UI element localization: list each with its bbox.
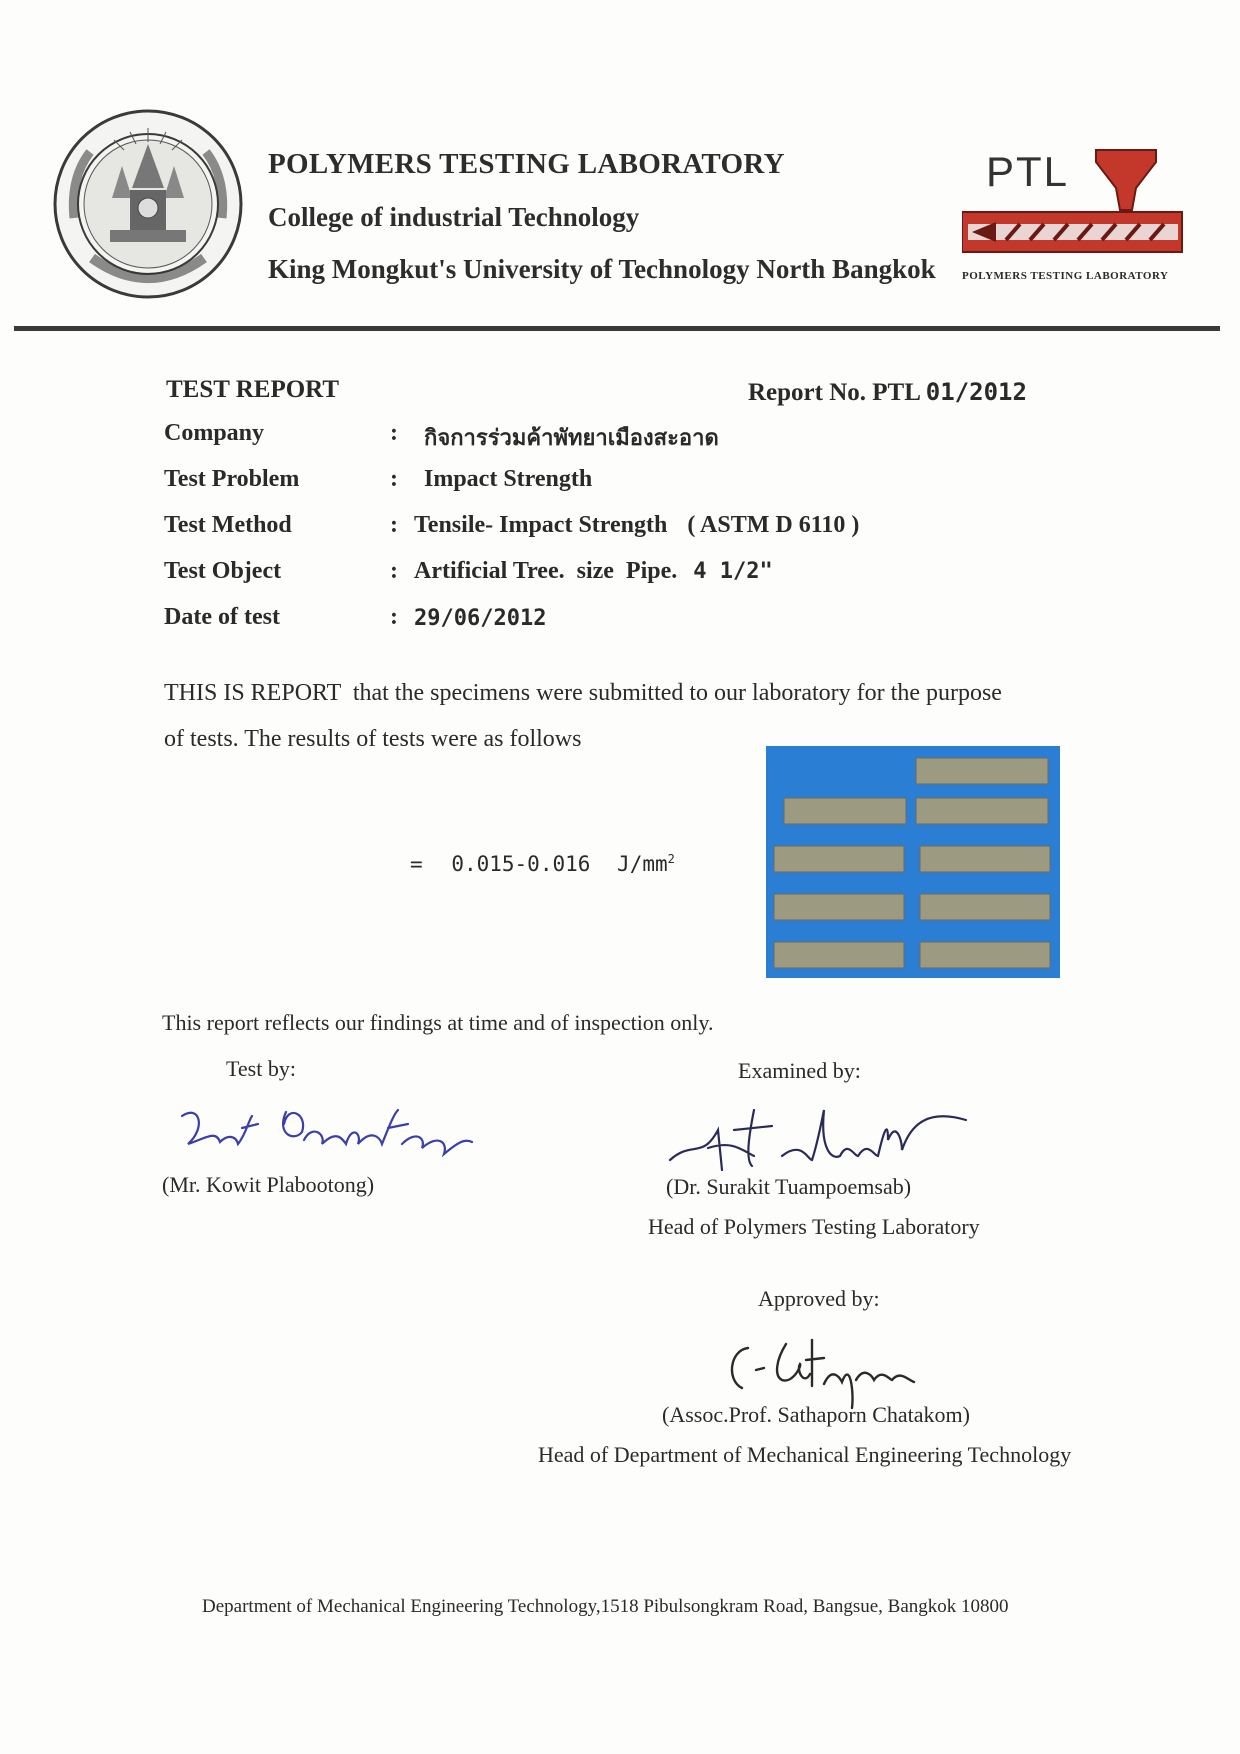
field-colon: : [390, 558, 398, 584]
lab-name: POLYMERS TESTING LABORATORY [268, 148, 785, 180]
logo-text: PTL [986, 148, 1070, 195]
header-divider [14, 326, 1220, 331]
tester-signature [176, 1094, 476, 1184]
report-number-label: Report No. PTL [748, 379, 920, 406]
inspection-note: This report reflects our findings at time and of inspection only. [162, 1010, 714, 1035]
test-method-standard: ( ASTM D 6110 ) [687, 512, 860, 538]
approved-by-label: Approved by: [758, 1286, 880, 1311]
test-object-text: Artificial Tree. size Pipe. [414, 558, 678, 584]
test-problem-label: Test Problem [164, 466, 300, 492]
field-colon: : [390, 466, 398, 492]
result-unit-exponent: 2 [667, 852, 675, 866]
result-value [410, 852, 675, 876]
report-number-value: 01/2012 [925, 378, 1027, 406]
test-problem-value: Impact Strength [424, 466, 593, 492]
date-of-test-label: Date of test [164, 604, 280, 630]
approver-signature [716, 1330, 936, 1410]
field-colon: : [390, 604, 398, 630]
test-object-value [414, 558, 773, 585]
footer-address: Department of Mechanical Engineering Technology,1518 Pibulsongkram Road, Bangsue, Bangkok 10800 [202, 1596, 1009, 1617]
company-label: Company [164, 420, 265, 446]
test-method-value [414, 512, 859, 539]
ptl-logo [962, 148, 1200, 288]
date-of-test-value: 29/06/2012 [414, 606, 547, 631]
college-name: College of industrial Technology [268, 202, 640, 232]
result-equals: = [410, 852, 423, 876]
approver-name: (Assoc.Prof. Sathaporn Chatakom) [662, 1402, 970, 1427]
specimen-photo [766, 746, 1060, 978]
examined-by-label: Examined by: [738, 1058, 861, 1083]
extruder-icon [962, 148, 1200, 268]
field-colon: : [390, 420, 398, 446]
result-unit: J/mm [617, 852, 668, 876]
university-name: King Mongkut's University of Technology North Bangkok [268, 254, 936, 284]
result-number: 0.015-0.016 [451, 852, 591, 876]
test-method-label: Test Method [164, 512, 292, 538]
test-object-size: 4 1/2" [693, 559, 773, 584]
logo-caption: POLYMERS TESTING LABORATORY [962, 270, 1169, 282]
intro-line-2: of tests. The results of tests were as follows [164, 726, 582, 752]
intro-line-1: THIS IS REPORT that the specimens were submitted to our laboratory for the purpose [164, 680, 1002, 706]
test-method-text: Tensile- Impact Strength [414, 512, 668, 538]
field-colon: : [390, 512, 398, 538]
approver-title: Head of Department of Mechanical Engineering Technology [538, 1442, 1072, 1467]
company-value: กิจการร่วมค้าพัทยาเมืองสะอาด [424, 426, 719, 451]
tested-by-label: Test by: [226, 1056, 296, 1081]
report-number [748, 378, 1027, 407]
examiner-name: (Dr. Surakit Tuampoemsab) [666, 1174, 912, 1199]
report-title: TEST REPORT [166, 376, 340, 403]
university-seal-icon [52, 108, 244, 300]
examiner-title: Head of Polymers Testing Laboratory [648, 1214, 980, 1239]
tester-name: (Mr. Kowit Plabootong) [162, 1172, 375, 1197]
test-object-label: Test Object [164, 558, 282, 584]
